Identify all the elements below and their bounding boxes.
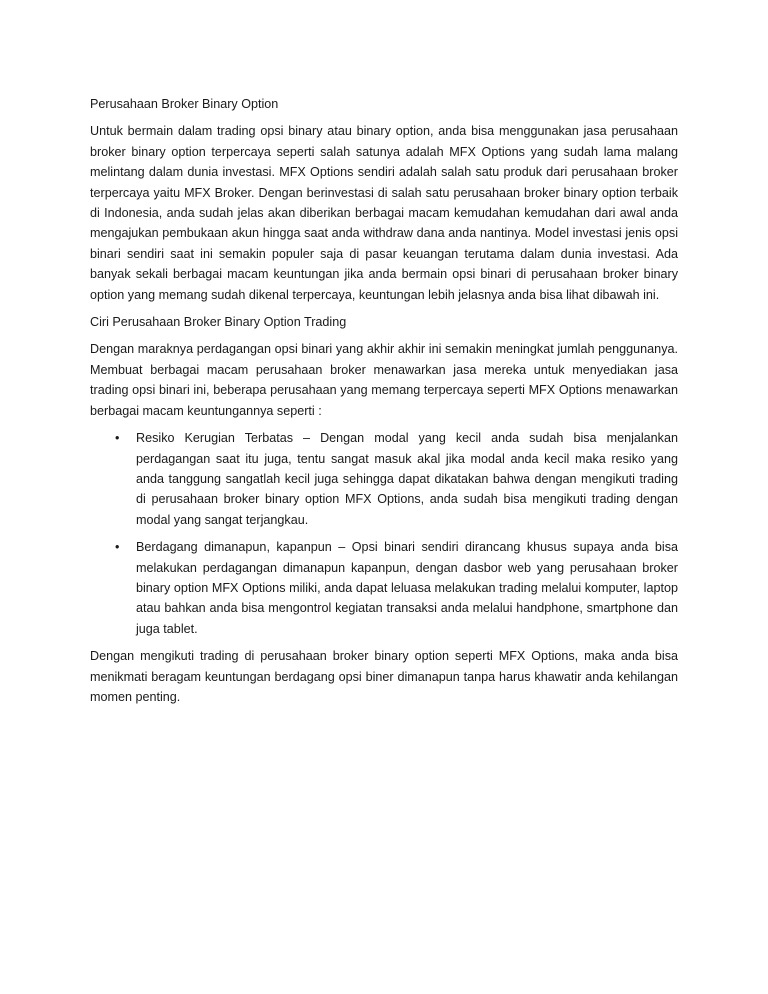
section-heading-broker: Perusahaan Broker Binary Option (90, 97, 279, 111)
benefits-list (90, 428, 678, 639)
list-item-text: Resiko Kerugian Terbatas – Dengan modal yang kecil anda sudah bisa menjalankan perdagangan saat itu juga, tentu sangat masuk akal jika modal anda kecil maka resiko yang anda tanggung sangatlah kecil juga sehingga dapat dikatakan bahwa dengan mengikuti trading di perusahaan broker binary option MFX Options, anda sudah bisa mengikuti trading dengan modal yang sangat terjangkau. (136, 431, 678, 527)
closing-paragraph: Dengan mengikuti trading di perusahaan broker binary option seperti MFX Options, maka anda bisa menikmati beragam keuntungan berdagang opsi biner dimanapun tanpa harus khawatir anda kehilangan momen penting. (90, 649, 678, 704)
bullet-icon: • (115, 431, 120, 446)
list-item (115, 537, 678, 639)
section-heading-ciri: Ciri Perusahaan Broker Binary Option Trading (90, 315, 347, 330)
intro-paragraph: Untuk bermain dalam trading opsi binary atau binary option, anda bisa menggunakan jasa perusahaan broker binary option terpercaya seperti salah satunya adalah MFX Options yang sudah lama malang melintang dalam dunia investasi. MFX Options sendiri adalah salah satu produk dari perusahaan broker terpercaya yaitu MFX Broker. Dengan berinvestasi di salah satu perusahaan broker binary option terbaik di Indonesia, anda sudah jelas akan diberikan berbagai macam kemudahan kemudahan dari awal anda mengajukan pembukaan akun hingga saat anda withdraw dana anda nantinya. Model investasi jenis opsi binari sendiri saat ini semakin populer saja di pasar keuangan terutama dalam dunia investasi. Ada banyak sekali berbagai macam keuntungan jika anda bermain opsi binari di perusahaan broker binary option yang memang sudah dikenal terpercaya, keuntungan lebih jelasnya anda bisa lihat dibawah ini. (90, 124, 678, 302)
list-item-text: Berdagang dimanapun, kapanpun – Opsi binari sendiri dirancang khusus supaya anda bisa melakukan perdagangan dimanapun kapanpun, dengan dasbor web yang perusahaan broker binary option MFX Options miliki, anda dapat leluasa melakukan trading melalui komputer, laptop atau bahkan anda bisa mengontrol kegiatan transaksi anda melalui handphone, smartphone dan juga tablet. (136, 540, 678, 636)
ciri-paragraph: Dengan maraknya perdagangan opsi binari yang akhir akhir ini semakin meningkat jumlah penggunanya. Membuat berbagai macam perusahaan broker menawarkan jasa mereka untuk menyediakan jasa trading opsi binari ini, beberapa perusahaan yang memang terpercaya seperti MFX Options menawarkan berbagai macam keuntungannya seperti : (90, 342, 678, 418)
bullet-icon: • (115, 540, 120, 555)
list-item (115, 428, 678, 530)
